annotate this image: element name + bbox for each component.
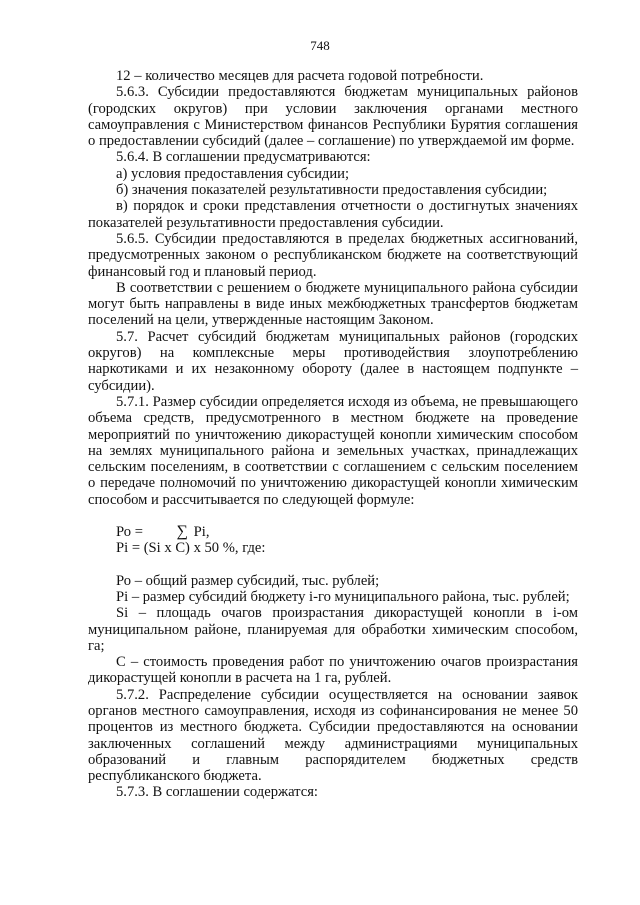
- formula-line-1: [88, 524, 578, 540]
- definition: Ро – общий размер субсидий, тыс. рублей;: [116, 572, 380, 589]
- paragraph: В соответствии с решением о бюджете муниципального района субсидии могут быть направлены в виде иных межбюджетных трансфертов бюджетам поселений на цели, утвержденные настоящим Законом.: [88, 279, 578, 329]
- document-body: [88, 68, 578, 801]
- sum-symbol: ∑: [176, 523, 188, 541]
- paragraph: 5.7.1. Размер субсидии определяется исходя из объема, не превышающего объема средств, предусмотренного в местном бюджете на проведение мероприятий по уничтожению дикорастущей конопли химическим способом на землях муниципального района и земельных участках, принадлежащих сельским поселениям, в соответствии с соглашением с сельским поселением о передаче полномочий по уничтожению дикорастущей конопли химическим способом и рассчитывается по следующей формуле:: [88, 393, 578, 508]
- paragraph: 5.7.3. В соглашении содержатся:: [116, 784, 318, 801]
- paragraph: 5.6.5. Субсидии предоставляются в пределах бюджетных ассигнований, предусмотренных законом о республиканском бюджете на соответствующий финансовый год и плановый период.: [88, 230, 578, 280]
- formula-lhs: Ро =: [116, 524, 143, 541]
- formula-rhs: Pi,: [193, 524, 210, 541]
- formula-line-2: Pi = (Si x C) x 50 %, где:: [116, 540, 266, 557]
- paragraph: в) порядок и сроки представления отчетности о достигнутых значениях показателей результативности предоставления субсидии.: [88, 198, 578, 231]
- paragraph: 5.7.2. Распределение субсидии осуществляется на основании заявок органов местного самоуправления, исходя из софинансирования не менее 50 процентов из местного бюджета. Субсидии предоставляются на основании заключенных соглашений между администрациями муниципальных образований и главным распорядителем бюджетных средств республиканского бюджета.: [88, 686, 578, 785]
- paragraph: 5.6.4. В соглашении предусматриваются:: [116, 149, 371, 166]
- paragraph: б) значения показателей результативности предоставления субсидии;: [116, 182, 548, 199]
- definition: Pi – размер субсидий бюджету i-го муниципального района, тыс. рублей;: [116, 588, 570, 605]
- definition: Si – площадь очагов произрастания дикорастущей конопли в i-ом муниципальном районе, планируемая для обработки химическим способом, га;: [88, 605, 578, 654]
- paragraph: 5.6.3. Субсидии предоставляются бюджетам муниципальных районов (городских округов) при условии заключения органами местного самоуправления с Министерством финансов Республики Бурятия соглашения о предоставлении субсидий (далее – соглашение) по утверждаемой им форме.: [88, 84, 578, 150]
- paragraph: 5.7. Расчет субсидий бюджетам муниципальных районов (городских округов) на комплексные меры противодействия злоупотреблению наркотиками и их незаконному обороту (далее в настоящем подпункте – субсидии).: [88, 328, 578, 394]
- paragraph: а) условия предоставления субсидии;: [116, 165, 350, 182]
- paragraph: 12 – количество месяцев для расчета годовой потребности.: [116, 68, 484, 84]
- page-number: 748: [310, 38, 330, 53]
- definition: С – стоимость проведения работ по уничтожению очагов произрастания дикорастущей конопли в расчета на 1 га, рублей.: [88, 654, 578, 687]
